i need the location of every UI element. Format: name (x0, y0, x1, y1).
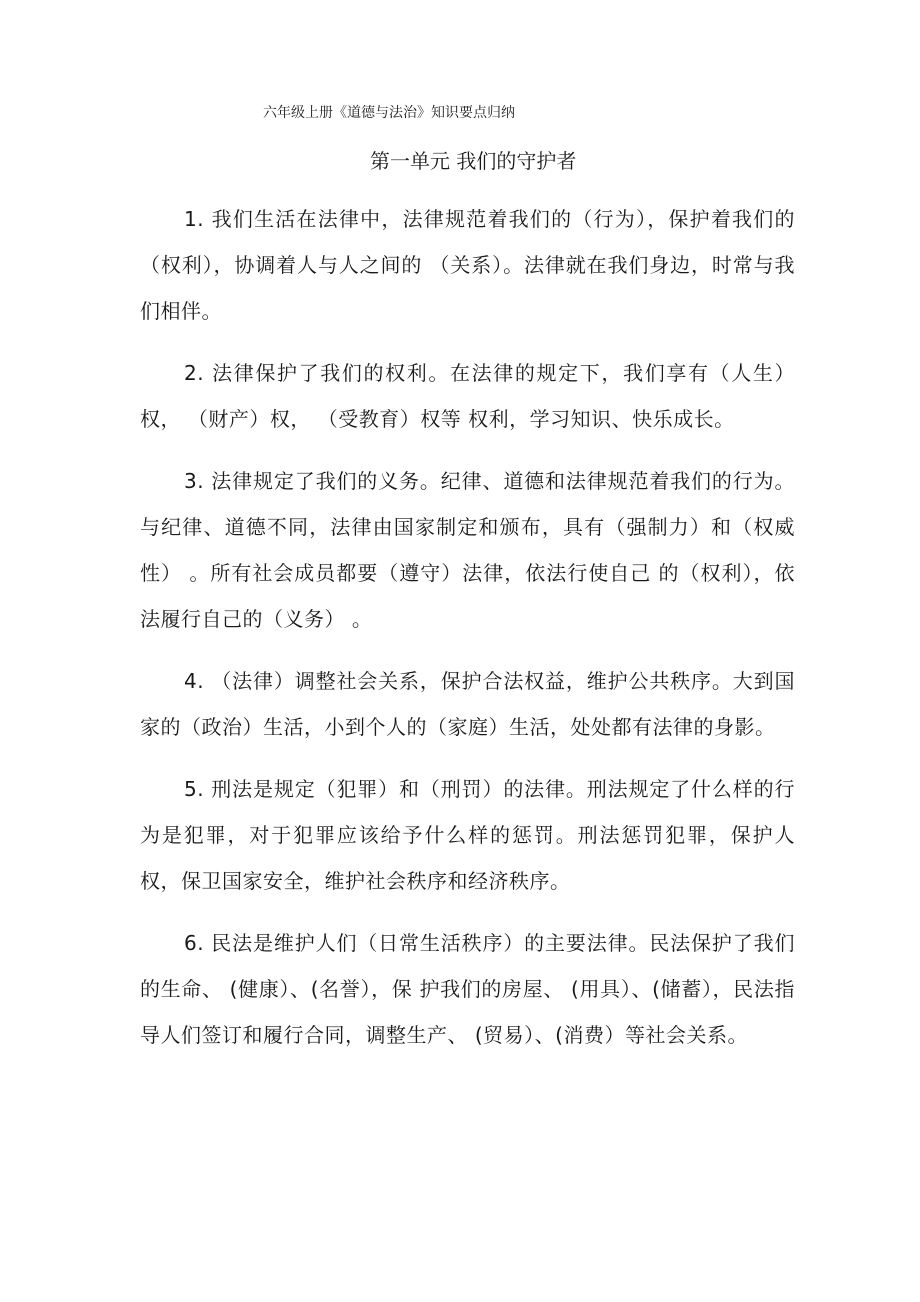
paragraph-5: 5. 刑法是规定（犯罪）和（刑罚）的法律。刑法规定了什么样的行为是犯罪，对于犯罪应该给予什么样的惩罚。刑法惩罚犯罪，保护人权，保卫国家安全，维护社会秩序和经济秩序。 (140, 777, 795, 893)
paragraph-6: 6. 民法是维护人们（日常生活秩序）的主要法律。民法保护了我们的生命、 (健康）、(名誉），保 护我们的房屋、 (用具）、(储蓄），民法指导人们签订和履行合同，调整生产、 (贸易）、(消费）等社会关系。 (140, 931, 795, 1047)
paragraph-2: 2. 法律保护了我们的权利。在法律的规定下，我们享有（人生）权， （财产）权， （受教育）权等 权利，学习知识、快乐成长。 (140, 361, 795, 431)
document-body (140, 196, 795, 1074)
paragraph-1: 1. 我们生活在法律中，法律规范着我们的（行为），保护着我们的（权利），协调着人与人之间的 （关系）。法律就在我们身边，时常与我们相伴。 (140, 207, 795, 323)
paragraph-3: 3. 法律规定了我们的义务。纪律、道德和法律规范着我们的行为。与纪律、道德不同，法律由国家制定和颁布，具有（强制力）和（权威性） 。所有社会成员都要（遵守）法律，依法行使自己 的（权利），依法履行自己的（义务） 。 (140, 469, 795, 631)
document-title: 六年级上册《道德与法治》知识要点归纳 (263, 105, 515, 121)
unit-title: 第一单元 我们的守护者 (370, 149, 577, 173)
paragraph-4: 4. （法律）调整社会关系，保护合法权益，维护公共秩序。大到国家的（政治）生活，小到个人的（家庭）生活，处处都有法律的身影。 (140, 669, 795, 739)
